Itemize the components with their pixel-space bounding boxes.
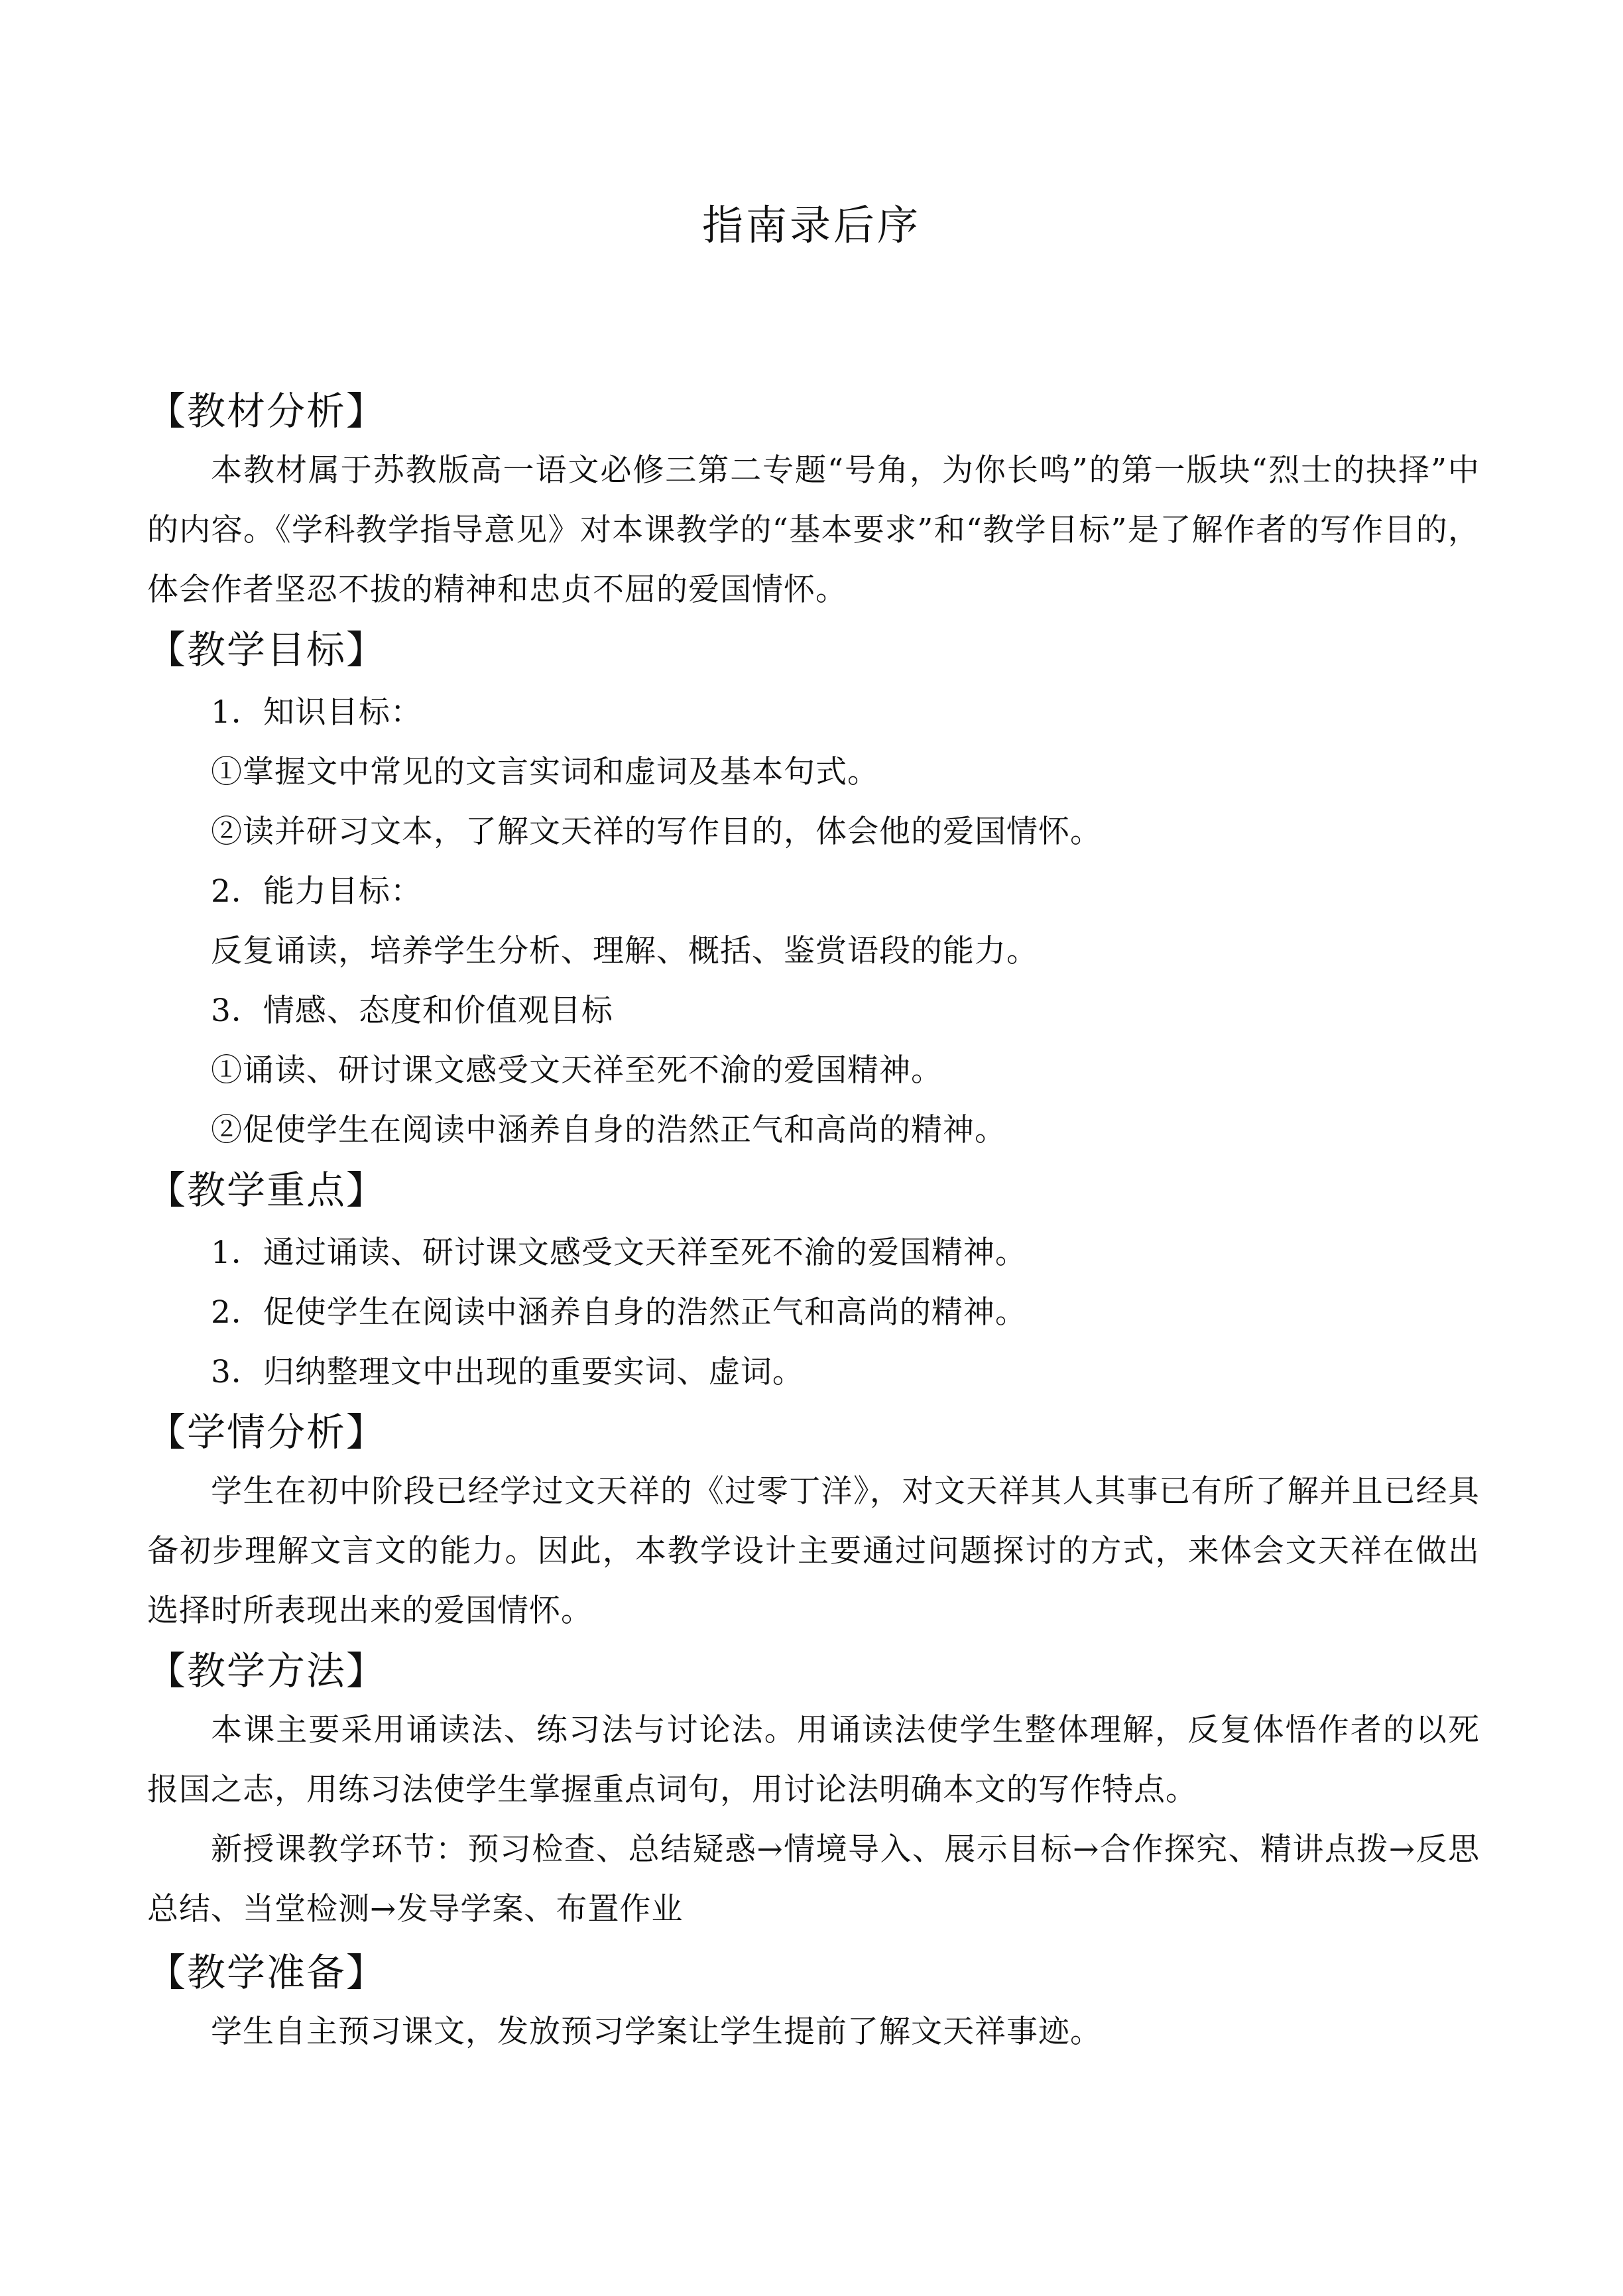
focus-item: 1．通过诵读、研讨课文感受文天祥至死不渝的爱国精神。 <box>211 1235 1027 1271</box>
teaching-steps-paragraph: 新授课教学环节：预习检查、总结疑惑→情境导入、展示目标→合作探究、精讲点拨→反思总结、当堂检测→发导学案、布置作业 <box>147 1831 1480 1927</box>
section-heading-methods: 【教学方法】 <box>147 1648 387 1693</box>
focus-item: 3．归纳整理文中出现的重要实词、虚词。 <box>211 1354 804 1390</box>
focus-item: 2．促使学生在阅读中涵养自身的浩然正气和高尚的精神。 <box>211 1294 1027 1331</box>
section-heading-focus: 【教学重点】 <box>147 1168 387 1213</box>
methods-paragraph: 本课主要采用诵读法、练习法与讨论法。用诵读法使学生整体理解，反复体悟作者的以死报国之志，用练习法使学生掌握重点词句，用讨论法明确本文的写作特点。 <box>147 1712 1480 1808</box>
goal-item: 2．能力目标： <box>211 873 422 910</box>
goal-item: ①诵读、研讨课文感受文天祥至死不渝的爱国精神。 <box>211 1052 943 1089</box>
goal-item: ②促使学生在阅读中涵养自身的浩然正气和高尚的精神。 <box>211 1112 1006 1148</box>
section-heading-students: 【学情分析】 <box>147 1410 387 1455</box>
goal-item: 1．知识目标： <box>211 694 422 731</box>
material-paragraph: 本教材属于苏教版高一语文必修三第二专题“号角，为你长鸣”的第一版块“烈士的抉择”中的内容。《学科教学指导意见》对本课教学的“基本要求”和“教学目标”是了解作者的写作目的，体会作者坚忍不拔的精神和忠贞不屈的爱国情怀。 <box>147 452 1480 608</box>
page-title: 指南录后序 <box>701 201 921 249</box>
students-paragraph: 学生在初中阶段已经学过文天祥的《过零丁洋》，对文天祥其人其事已有所了解并且已经具备初步理解文言文的能力。因此，本教学设计主要通过问题探讨的方式，来体会文天祥在做出选择时所表现出来的爱国情怀。 <box>147 1473 1480 1629</box>
section-heading-goals: 【教学目标】 <box>147 627 387 672</box>
preparation-paragraph: 学生自主预习课文，发放预习学案让学生提前了解文天祥事迹。 <box>211 2014 1102 2050</box>
section-heading-material: 【教材分析】 <box>147 389 387 434</box>
goal-item: 反复诵读，培养学生分析、理解、概括、鉴赏语段的能力。 <box>211 933 1038 969</box>
goal-item: ①掌握文中常见的文言实词和虚词及基本句式。 <box>211 754 879 790</box>
goal-item: 3．情感、态度和价值观目标 <box>211 993 613 1029</box>
section-heading-preparation: 【教学准备】 <box>147 1950 387 1995</box>
goal-item: ②读并研习文本，了解文天祥的写作目的，体会他的爱国情怀。 <box>211 814 1102 850</box>
